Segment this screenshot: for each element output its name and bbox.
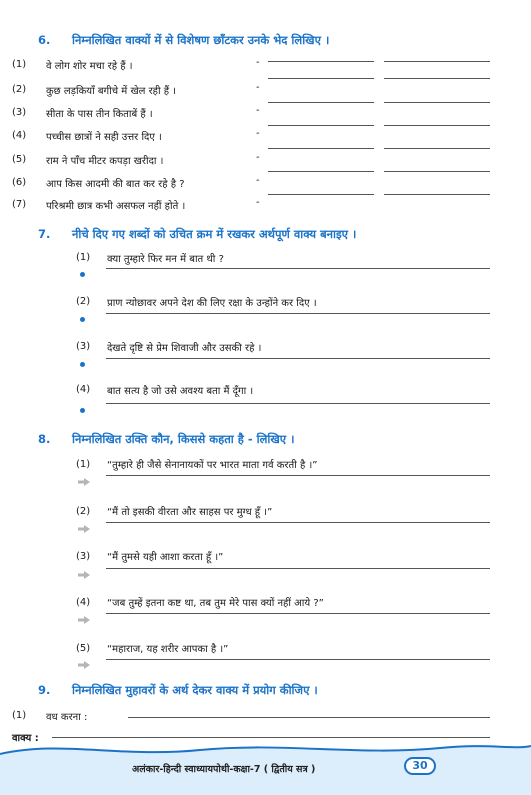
item-number: (3) bbox=[76, 551, 91, 562]
item-text: सीता के पास तीन किताबें हैं । bbox=[46, 109, 153, 120]
question-7-heading bbox=[38, 227, 356, 242]
arrow-right-icon bbox=[78, 661, 90, 669]
dash: - bbox=[256, 152, 260, 163]
bullet-icon bbox=[80, 362, 85, 367]
arrow-right-icon bbox=[78, 525, 90, 533]
dash: - bbox=[256, 175, 260, 186]
bullet-icon bbox=[80, 317, 85, 322]
question-number: 8. bbox=[38, 432, 51, 446]
idiom-text: वध करना : bbox=[46, 712, 88, 723]
answer-line[interactable] bbox=[384, 78, 490, 79]
question-title: निम्नलिखित वाक्यों में से विशेषण छाँटकर उनके भेद लिखिए । bbox=[72, 33, 330, 47]
answer-line[interactable] bbox=[106, 403, 490, 404]
arrow-right-icon bbox=[78, 478, 90, 486]
answer-line[interactable] bbox=[106, 358, 490, 359]
question-number: 7. bbox=[38, 227, 51, 241]
question-number: 9. bbox=[38, 683, 51, 697]
answer-line[interactable] bbox=[268, 171, 374, 172]
item-number: (3) bbox=[76, 341, 91, 352]
question-6-heading bbox=[38, 33, 329, 48]
item-text: क्या तुम्हारे फिर मन में बात थी ? bbox=[107, 254, 224, 265]
item-number: (1) bbox=[76, 459, 91, 470]
answer-line[interactable] bbox=[268, 194, 374, 195]
answer-line[interactable] bbox=[268, 102, 374, 103]
answer-line[interactable] bbox=[268, 61, 374, 62]
item-number: (3) bbox=[12, 107, 27, 118]
item-number: (4) bbox=[76, 597, 91, 608]
answer-line[interactable] bbox=[268, 125, 374, 126]
answer-line[interactable] bbox=[268, 148, 374, 149]
dash: - bbox=[256, 128, 260, 139]
bullet-icon bbox=[80, 408, 85, 413]
answer-line[interactable] bbox=[384, 61, 490, 62]
item-text: पच्चीस छात्रों ने सही उत्तर दिए । bbox=[46, 132, 162, 143]
question-title: नीचे दिए गए शब्दों को उचित क्रम में रखकर अर्थपूर्ण वाक्य बनाइए । bbox=[72, 227, 357, 241]
answer-line[interactable] bbox=[384, 194, 490, 195]
dash: - bbox=[256, 82, 260, 93]
item-number: (5) bbox=[76, 643, 91, 654]
answer-line[interactable] bbox=[106, 568, 490, 569]
question-number: 6. bbox=[38, 33, 51, 47]
item-number: (2) bbox=[76, 506, 91, 517]
answer-line[interactable] bbox=[52, 737, 490, 738]
item-text: आप किस आदमी की बात कर रहे है ? bbox=[46, 179, 185, 190]
arrow-right-icon bbox=[78, 571, 90, 579]
answer-line[interactable] bbox=[106, 659, 490, 660]
item-number: (7) bbox=[12, 199, 27, 210]
item-text: देखते दृष्टि से प्रेम शिवाजी और उसकी रहे । bbox=[107, 343, 262, 354]
item-number: (5) bbox=[12, 154, 27, 165]
dash: - bbox=[256, 197, 260, 208]
answer-line[interactable] bbox=[268, 78, 374, 79]
question-title: निम्नलिखित मुहावरों के अर्थ देकर वाक्य में प्रयोग कीजिए । bbox=[72, 683, 318, 697]
item-text: “महाराज, यह शरीर आपका है ।” bbox=[107, 644, 229, 655]
item-text: “तुम्हारे ही जैसे सेनानायकों पर भारत माता गर्व करती है ।” bbox=[107, 460, 318, 471]
item-text: राम ने पाँच मीटर कपड़ा खरीदा । bbox=[46, 156, 164, 167]
item-number: (2) bbox=[12, 84, 27, 95]
item-text: बात सत्य है जो उसे अवश्य बता मैं दूँगा । bbox=[107, 386, 254, 397]
answer-line[interactable] bbox=[106, 522, 490, 523]
item-text: कुछ लड़कियाँ बगीचे में खेल रही हैं । bbox=[46, 86, 177, 97]
question-8-heading bbox=[38, 432, 295, 447]
item-number: (1) bbox=[12, 59, 27, 70]
item-number: (6) bbox=[12, 177, 27, 188]
answer-line[interactable] bbox=[106, 313, 490, 314]
answer-line[interactable] bbox=[128, 717, 490, 718]
page-number: 30 bbox=[404, 757, 436, 775]
question-9-heading bbox=[38, 683, 318, 698]
bullet-icon bbox=[80, 272, 85, 277]
answer-line[interactable] bbox=[106, 268, 490, 269]
item-text: “जब तुम्हें इतना कष्ट था, तब तुम मेरे पास क्यों नहीं आये ?” bbox=[107, 598, 324, 609]
answer-line[interactable] bbox=[384, 125, 490, 126]
item-text: परिश्रमी छात्र कभी असफल नहीं होते । bbox=[46, 201, 186, 212]
answer-line[interactable] bbox=[384, 102, 490, 103]
answer-line[interactable] bbox=[106, 613, 490, 614]
answer-line[interactable] bbox=[384, 171, 490, 172]
dash: - bbox=[256, 57, 260, 68]
item-text: “मैं तुमसे यही आशा करता हूँ ।” bbox=[107, 552, 224, 563]
answer-line[interactable] bbox=[384, 148, 490, 149]
item-number: (4) bbox=[12, 130, 27, 141]
dash: - bbox=[256, 105, 260, 116]
item-text: वे लोग शोर मचा रहे हैं । bbox=[46, 61, 133, 72]
item-number: (1) bbox=[12, 710, 27, 721]
item-number: (2) bbox=[76, 296, 91, 307]
item-number: (1) bbox=[76, 252, 91, 263]
answer-line[interactable] bbox=[106, 475, 490, 476]
sentence-label: वाक्य : bbox=[12, 733, 39, 744]
footer-book-title: अलंकार-हिन्दी स्वाध्यायपोथी-कक्षा-7 ( द्वितीय सत्र ) bbox=[132, 764, 316, 775]
item-number: (4) bbox=[76, 384, 91, 395]
item-text: प्राण न्योछावर अपने देश की लिए रक्षा के उन्होंने कर दिए । bbox=[107, 298, 317, 309]
question-title: निम्नलिखित उक्ति कौन, किससे कहता है - लिखिए । bbox=[72, 432, 295, 446]
item-text: “मैं तो इसकी वीरता और साहस पर मुग्ध हूँ ।” bbox=[107, 507, 273, 518]
arrow-right-icon bbox=[78, 616, 90, 624]
